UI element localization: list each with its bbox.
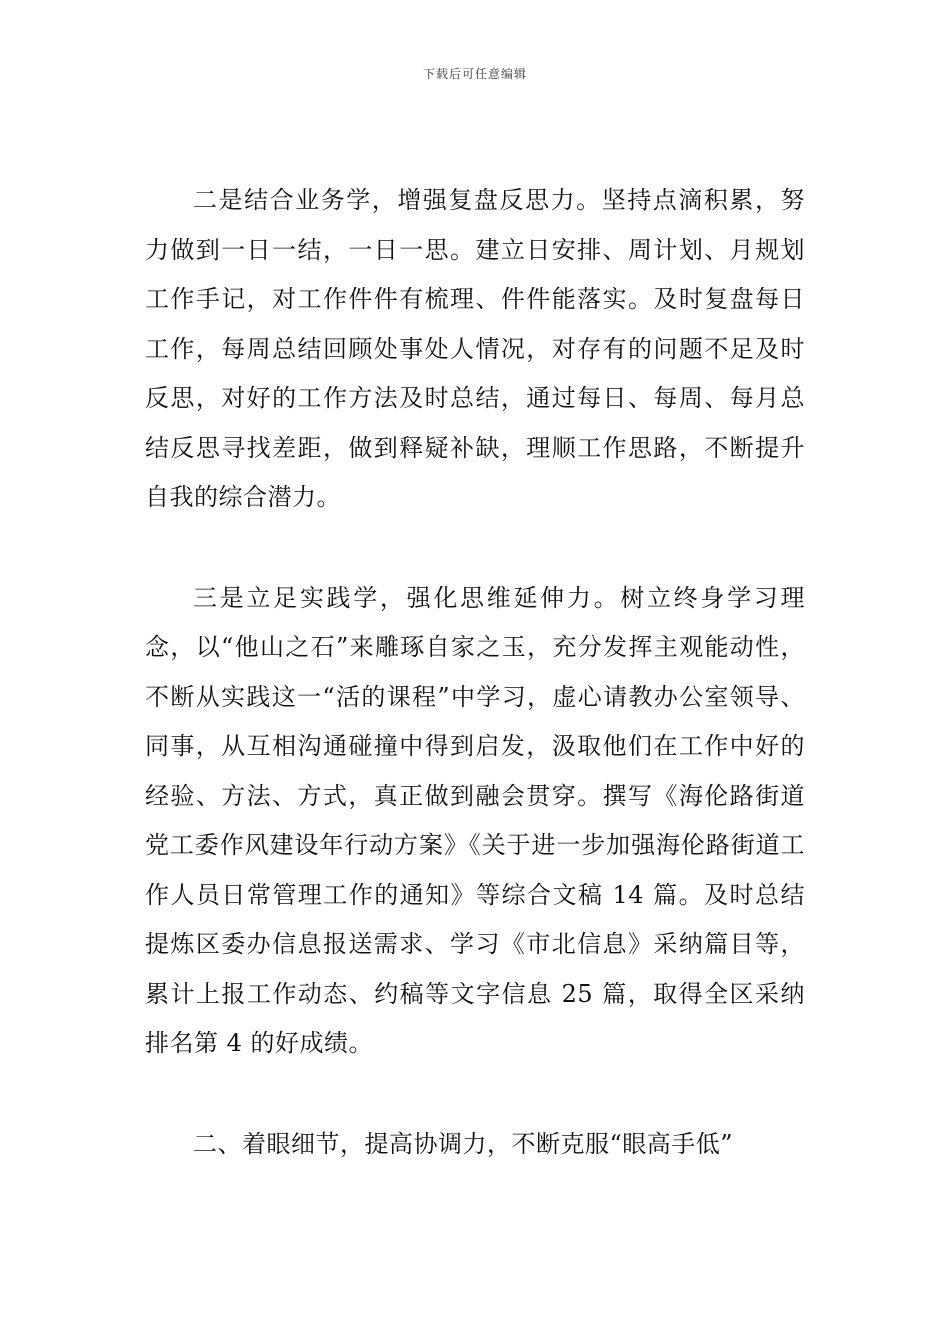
section-heading: 二、着眼细节，提高协调力，不断克服“眼高手低” [193, 1129, 734, 1158]
document-body [145, 176, 805, 1169]
header-note: 下载后可任意编辑 [422, 67, 527, 81]
paragraph-1: 二是结合业务学，增强复盘反思力。坚持点滴积累，努力做到一日一结，一日一思。建立日安排、周计划、月规划工作手记，对工作件件有梳理、件件能落实。及时复盘每日工作，每周总结回顾处事处人情况，对存有的问题不足及时反思，对好的工作方法及时总结，通过每日、每周、每月总结反思寻找差距，做到释疑补缺，理顺工作思路，不断提升自我的综合潜力。 [145, 186, 805, 511]
paragraph-2: 三是立足实践学，强化思维延伸力。树立终身学习理念，以“他山之石”来雕琢自家之玉，充分发挥主观能动性，不断从实践这一“活的课程”中学习，虚心请教办公室领导、同事，从互相沟通碰撞中得到启发，汲取他们在工作中好的经验、方法、方式，真正做到融会贯穿。撰写《海伦路街道党工委作风建设年行动方案》《关于进一步加强海伦路街道工作人员日常管理工作的通知》等综合文稿 14 篇。及时总结提炼区委办信息报送需求、学习《市北信息》采纳篇目等，累计上报工作动态、约稿等文字信息 25 篇，取得全区采纳排名第 4 的好成绩。 [145, 583, 805, 1057]
